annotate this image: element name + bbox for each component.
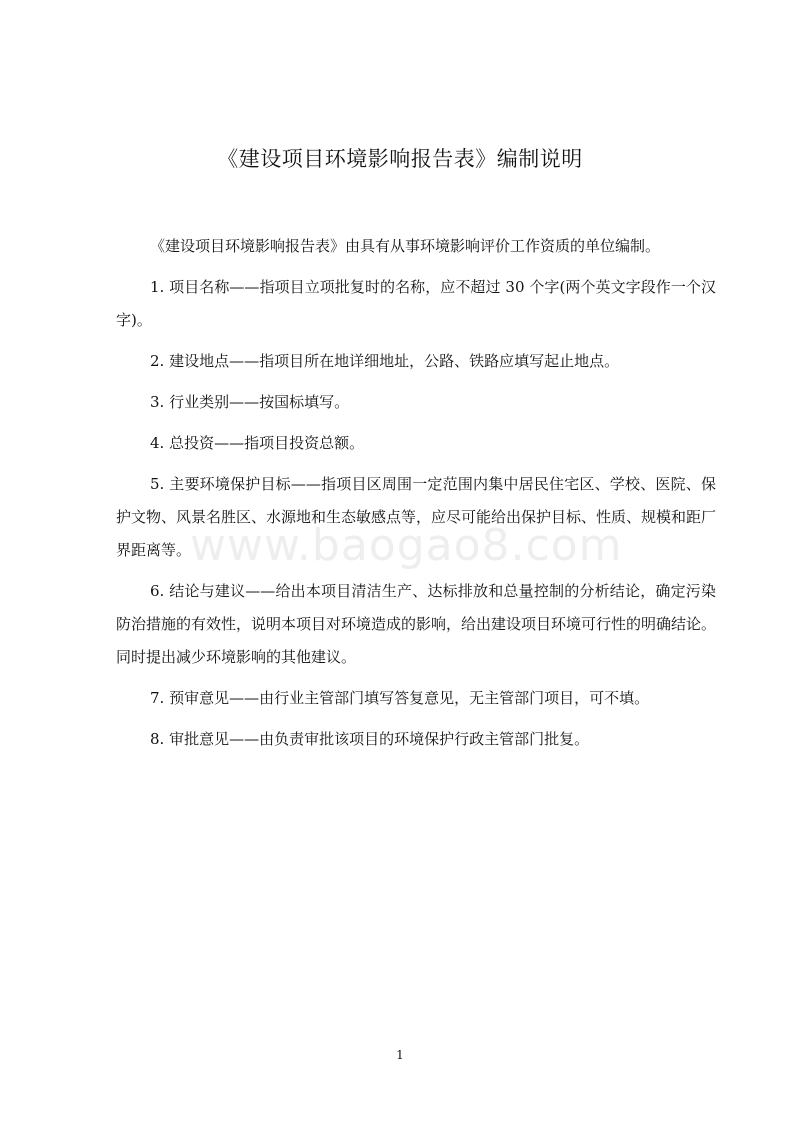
instruction-item-4: 4. 总投资——指项目投资总额。 [150,434,365,452]
instruction-item-5: 5. 主要环境保护目标——指项目区周围一定范围内集中居民住宅区、学校、医院、保护文物、风景名胜区、水源地和生态敏感点等，应尽可能给出保护目标、性质、规模和距厂界距离等。 [116,475,717,559]
instruction-item-1: 1. 项目名称——指项目立项批复时的名称，应不超过 30 个字(两个英文字段作一个汉字)。 [116,278,716,329]
document-title: 《建设项目环境影响报告表》编制说明 [217,147,583,171]
watermark: www.baogao8.com [190,520,623,571]
intro-paragraph: 《建设项目环境影响报告表》由具有从事环境影响评价工作资质的单位编制。 [150,237,661,255]
instruction-item-2: 2. 建设地点——指项目所在地详细地址，公路、铁路应填写起止地点。 [150,352,620,370]
document-body [116,230,716,764]
instruction-item-6: 6. 结论与建议——给出本项目清洁生产、达标排放和总量控制的分析结论，确定污染防治措施的有效性，说明本项目对环境造成的影响，给出建设项目环境可行性的明确结论。同时提出减少环境影响的其他建议。 [116,582,717,666]
instruction-item-8: 8. 审批意见——由负责审批该项目的环境保护行政主管部门批复。 [150,730,590,748]
instruction-item-3: 3. 行业类别——按国标填写。 [150,393,350,411]
instruction-item-7: 7. 预审意见——由行业主管部门填写答复意见，无主管部门项目，可不填。 [150,689,650,707]
page-number: 1 [396,1048,404,1062]
